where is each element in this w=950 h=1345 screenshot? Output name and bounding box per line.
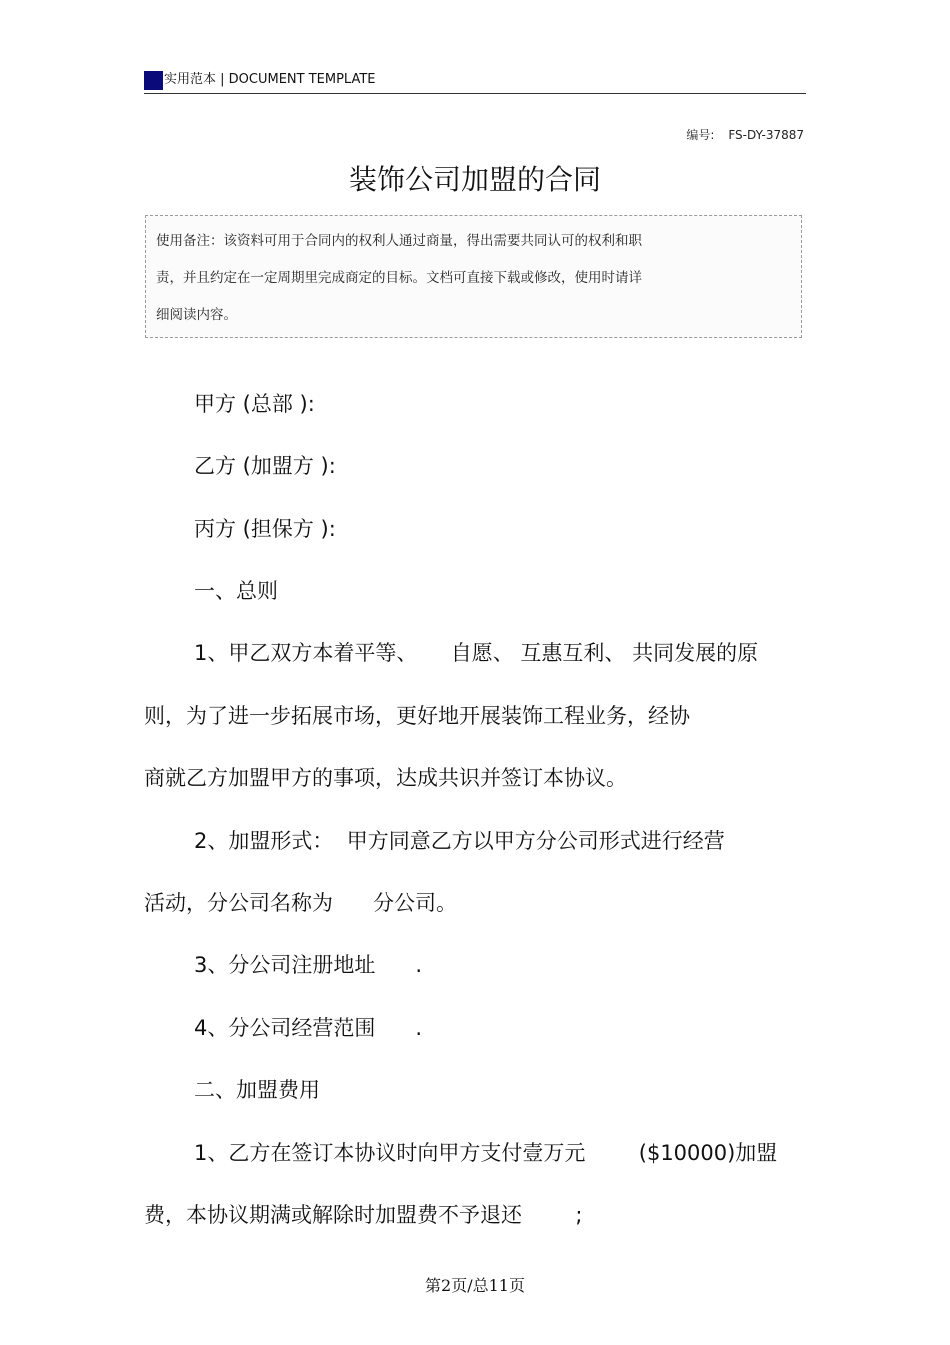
- document-title: 装饰公司加盟的合同: [348, 163, 601, 196]
- clause-text: 1、甲乙双方本着平等、 自愿、 互惠互利、 共同发展的原: [194, 641, 759, 665]
- clause-text: 1、乙方在签订本协议时向甲方支付壹万元 ($10000)加盟: [194, 1141, 778, 1165]
- clause-text: 活动，分公司名称为 分公司。: [144, 891, 458, 915]
- template-logo-icon: [144, 71, 163, 90]
- document-number: [686, 126, 804, 143]
- document-header: [144, 69, 806, 94]
- document-number-label: 编号:: [686, 128, 715, 142]
- document-number-value: FS-DY-37887: [728, 128, 804, 142]
- usage-note-line: 使用备注：该资料可用于合同内的权利人通过商量，得出需要共同认可的权利和职: [156, 233, 642, 249]
- party-b-line: 乙方 (加盟方 ):: [194, 454, 336, 478]
- clause-text: 3、分公司注册地址 .: [194, 953, 423, 977]
- clause-text: 则，为了进一步拓展市场，更好地开展装饰工程业务，经协: [144, 704, 690, 728]
- header-text: 实用范本 | DOCUMENT TEMPLATE: [164, 72, 376, 87]
- usage-note-box: [145, 215, 802, 338]
- clause-text: 商就乙方加盟甲方的事项，达成共识并签订本协议。: [144, 766, 627, 790]
- clause-text: 2、加盟形式： 甲方同意乙方以甲方分公司形式进行经营: [194, 829, 725, 853]
- section-heading: 二、加盟费用: [194, 1078, 320, 1102]
- clause-text: 费，本协议期满或解除时加盟费不予退还 ;: [144, 1203, 583, 1227]
- usage-note-line: 责，并且约定在一定周期里完成商定的目标。文档可直接下载或修改，使用时请详: [156, 270, 642, 286]
- section-heading: 一、总则: [194, 579, 278, 603]
- party-c-line: 丙方 (担保方 ):: [194, 517, 336, 541]
- party-a-line: 甲方 (总部 ):: [194, 392, 315, 416]
- clause-text: 4、分公司经营范围 .: [194, 1016, 423, 1040]
- page-number: 第2页/总11页: [425, 1276, 525, 1295]
- usage-note-line: 细阅读内容。: [156, 307, 237, 323]
